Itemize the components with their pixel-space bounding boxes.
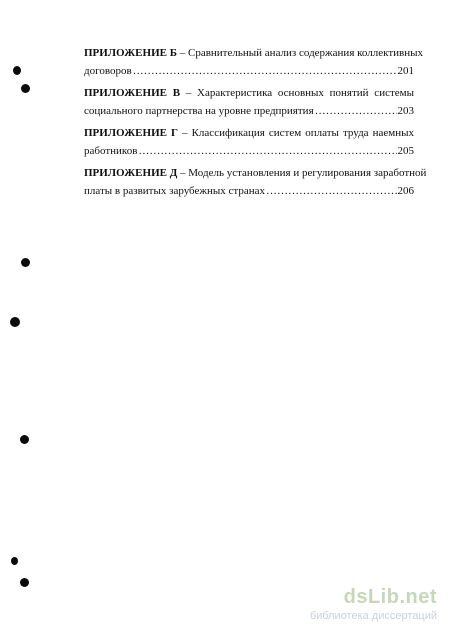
- appendix-title: – Сравнительный анализ содержания коллективных: [177, 47, 423, 59]
- dot-leader: [138, 142, 396, 160]
- toc-entry-heading-line: [84, 164, 427, 182]
- binder-hole: [13, 66, 21, 75]
- appendix-title-continued: социального партнерства на уровне предприятия: [84, 105, 314, 117]
- binder-hole: [21, 258, 30, 267]
- toc-entry-heading-line: [84, 124, 414, 142]
- page-number: 205: [397, 145, 414, 157]
- appendix-label: ПРИЛОЖЕНИЕ Г: [84, 127, 179, 139]
- appendix-label: ПРИЛОЖЕНИЕ Д: [84, 167, 178, 179]
- appendix-title-continued: платы в развитых зарубежных странах: [84, 185, 265, 197]
- toc-entry-leader-line: [84, 102, 414, 120]
- appendix-title-continued: договоров: [84, 65, 132, 77]
- appendix-title: – Модель установления и регулирования заработной: [177, 167, 427, 179]
- appendix-title: – Классификация систем оплаты труда наемных: [178, 127, 414, 139]
- dot-leader: [266, 182, 397, 200]
- toc-entry-appendix-g: [84, 124, 414, 160]
- appendix-label: ПРИЛОЖЕНИЕ В: [84, 87, 181, 99]
- binder-hole: [10, 317, 20, 327]
- page-number: 203: [397, 105, 414, 117]
- toc-entry-leader-line: [84, 142, 414, 160]
- toc-entry-appendix-b: [84, 44, 423, 80]
- appendix-list: [84, 44, 427, 204]
- appendix-title-continued: работников: [84, 145, 138, 157]
- watermark-logo: [287, 586, 447, 630]
- toc-entry-leader-line: [84, 62, 414, 80]
- toc-entry-appendix-v: [84, 84, 414, 120]
- binder-hole: [11, 557, 18, 565]
- page-number: 206: [397, 185, 414, 197]
- binder-hole: [21, 84, 30, 93]
- binder-hole: [20, 578, 29, 587]
- watermark-subtitle: библиотека диссертаций: [309, 610, 437, 622]
- dot-leader: [315, 102, 397, 120]
- toc-entry-appendix-d: [84, 164, 427, 200]
- binder-hole: [20, 435, 29, 444]
- appendix-title: – Характеристика основных понятий системы: [180, 87, 415, 99]
- toc-entry-heading-line: [84, 44, 423, 62]
- appendix-label: ПРИЛОЖЕНИЕ Б: [84, 47, 177, 59]
- page-number: 201: [397, 65, 414, 77]
- dot-leader: [133, 62, 397, 80]
- toc-entry-leader-line: [84, 182, 414, 200]
- watermark-brand: dsLib.net: [343, 586, 437, 608]
- toc-entry-heading-line: [84, 84, 414, 102]
